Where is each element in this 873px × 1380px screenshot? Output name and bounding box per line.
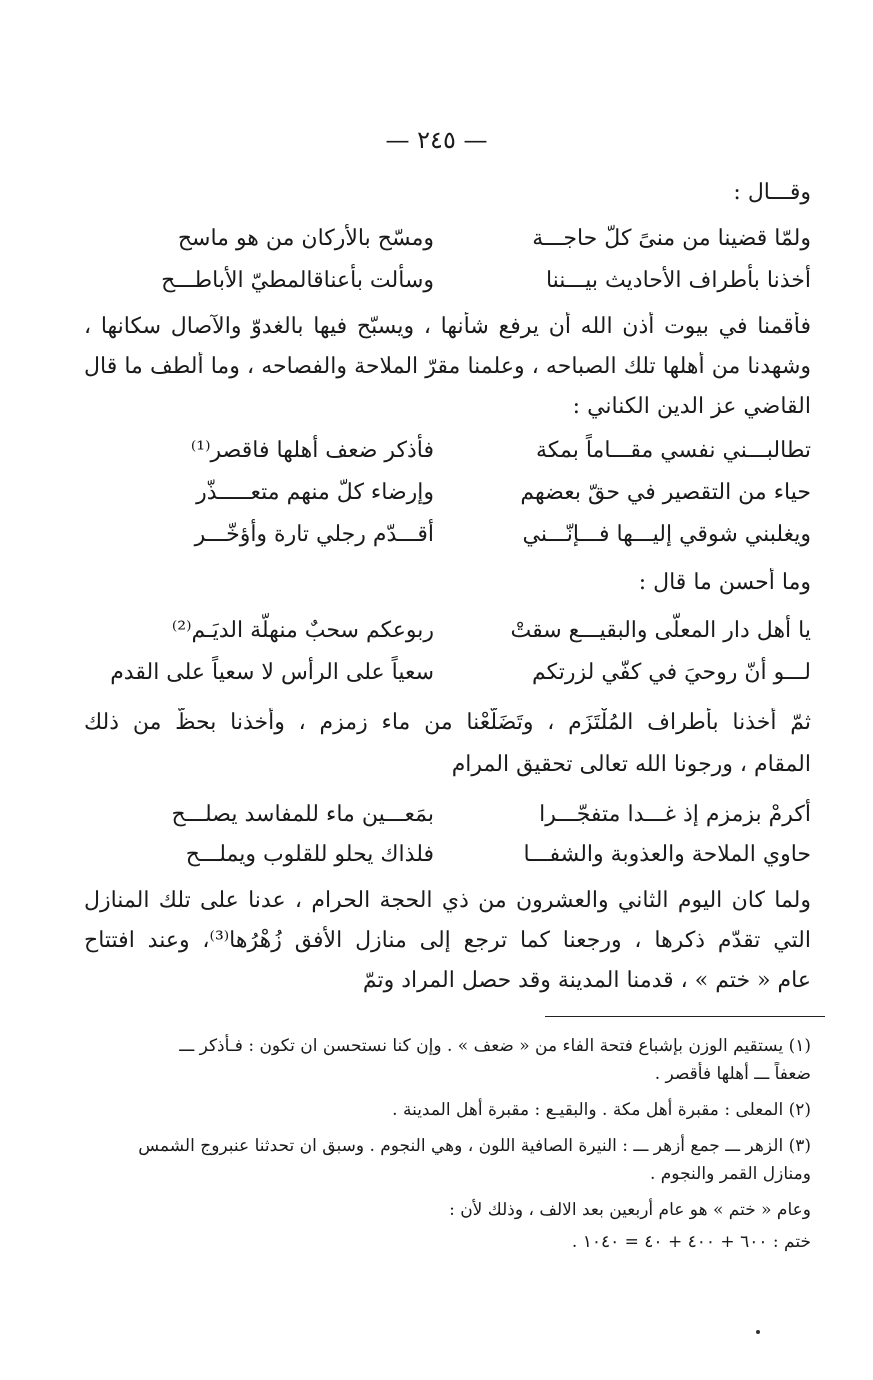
prose-line: التي تقدّم ذكرها ، ورجعنا كما ترجع إلى منازل الأفق زُهْرُها⁽³⁾، وعند افتتاح	[84, 928, 811, 953]
verse-second-hemistich: ومسّح بالأركان من هو ماسح	[177, 226, 434, 251]
prose-line: ولما كان اليوم الثاني والعشرون من ذي الحجة الحرام ، عدنا على تلك المنازل	[84, 888, 811, 913]
prose-line: المقام ، ورجونا الله تعالى تحقيق المرام	[451, 752, 811, 777]
footnote-line: وعام « ختم » هو عام أربعين بعد الالف ، وذلك لأن :	[449, 1200, 811, 1220]
prose-line: فأقمنا في بيوت أذن الله أن يرفع شأنها ، ويسبّح فيها بالغدوّ والآصال سكانها ،	[84, 314, 811, 339]
verse-second-hemistich: سعياً على الرأس لا سعياً على القدم	[110, 660, 434, 685]
verse-second-hemistich: وسألت بأعناقالمطيّ الأباطـــح	[161, 268, 434, 293]
verse-row	[84, 798, 811, 832]
prose-line: عام « ختم » ، قدمنا المدينة وقد حصل المراد وتمّ	[362, 968, 811, 993]
verse-first-hemistich: حياء من التقصير في حقّ بعضهم	[520, 480, 811, 505]
verse-first-hemistich: أخذنا بأطراف الأحاديث بيـــننا	[545, 268, 811, 293]
verse-first-hemistich: ويغلبني شوقي إليـــها فـــإنّـــني	[522, 522, 811, 547]
verse-second-hemistich: وإرضاء كلّ منهم متعـــــذّر	[196, 480, 434, 505]
verse-first-hemistich: تطالبـــني نفسي مقـــاماً بمكة	[536, 438, 811, 463]
verse-first-hemistich: لـــو أنّ روحيَ في كفّي لزرتكم	[532, 660, 811, 685]
verse-first-hemistich: حاوي الملاحة والعذوبة والشفـــا	[523, 842, 811, 867]
verse-row	[84, 222, 811, 256]
intro-text-2: وما أحسن ما قال :	[638, 570, 811, 595]
verse-row	[84, 476, 811, 510]
prose-line: ثمّ أخذنا بأطراف المُلْتَزَم ، وتَضَلّعْنا من ماء زمزم ، وأخذنا بحظّ من ذلك	[84, 710, 811, 735]
footnote-line: ضعفاً ـــ أهلها فأقصر .	[654, 1064, 811, 1084]
prose-line: القاضي عز الدين الكناني :	[572, 394, 811, 419]
verse-row	[84, 518, 811, 552]
verse-first-hemistich: أكرمْ بزمزم إذ غـــدا متفجّـــرا	[539, 802, 811, 827]
verse-first-hemistich: يا أهل دار المعلّى والبقيـــع سقتْ	[510, 618, 811, 643]
verse-row	[84, 656, 811, 690]
prose-line: وشهدنا من أهلها تلك الصباحه ، وعلمنا مقرّ الملاحة والفصاحه ، وما ألطف ما قال	[84, 354, 811, 379]
verse-row	[84, 264, 811, 298]
verse-second-hemistich: أقـــدّم رجلي تارة وأؤخّـــر	[194, 522, 434, 547]
footnote-line: (١) يستقيم الوزن بإشباع فتحة الفاء من « ضعف » . وإن كنا نستحسن ان تكون : فـأذكر ـــ	[179, 1036, 811, 1056]
footnote-divider	[545, 1016, 825, 1017]
verse-second-hemistich: فلذاك يحلو للقلوب ويملـــح	[185, 842, 434, 867]
verse-second-hemistich: ربوعكم سحبٌ منهلّة الديَـم⁽²⁾	[171, 618, 434, 643]
footnote-line: (٣) الزهر ـــ جمع أزهر ـــ : النيرة الصافية اللون ، وهي النجوم . وسبق ان تحدثنا عنبروج الشمس	[138, 1136, 811, 1156]
page-number: — ٢٤٥ —	[385, 126, 488, 154]
intro-text-1: وقـــال :	[733, 180, 811, 205]
verse-first-hemistich: ولمّا قضينا من منىً كلّ حاجـــة	[532, 226, 811, 251]
footnote-line: ومنازل القمر والنجوم .	[649, 1164, 811, 1184]
verse-row	[84, 614, 811, 648]
verse-second-hemistich: فأذكر ضعف أهلها فاقصر⁽¹⁾	[190, 438, 434, 463]
ink-speck	[756, 1330, 760, 1334]
verse-row	[84, 434, 811, 468]
verse-row	[84, 838, 811, 872]
footnote-line: (٢) المعلى : مقبرة أهل مكة . والبقيـع : مقبرة أهل المدينة .	[392, 1100, 811, 1120]
verse-second-hemistich: بمَعـــين ماء للمفاسد يصلـــح	[171, 802, 434, 827]
footnote-line: ختم : ٦٠٠ + ٤٠٠ + ٤٠ = ١٠٤٠ .	[571, 1232, 811, 1252]
